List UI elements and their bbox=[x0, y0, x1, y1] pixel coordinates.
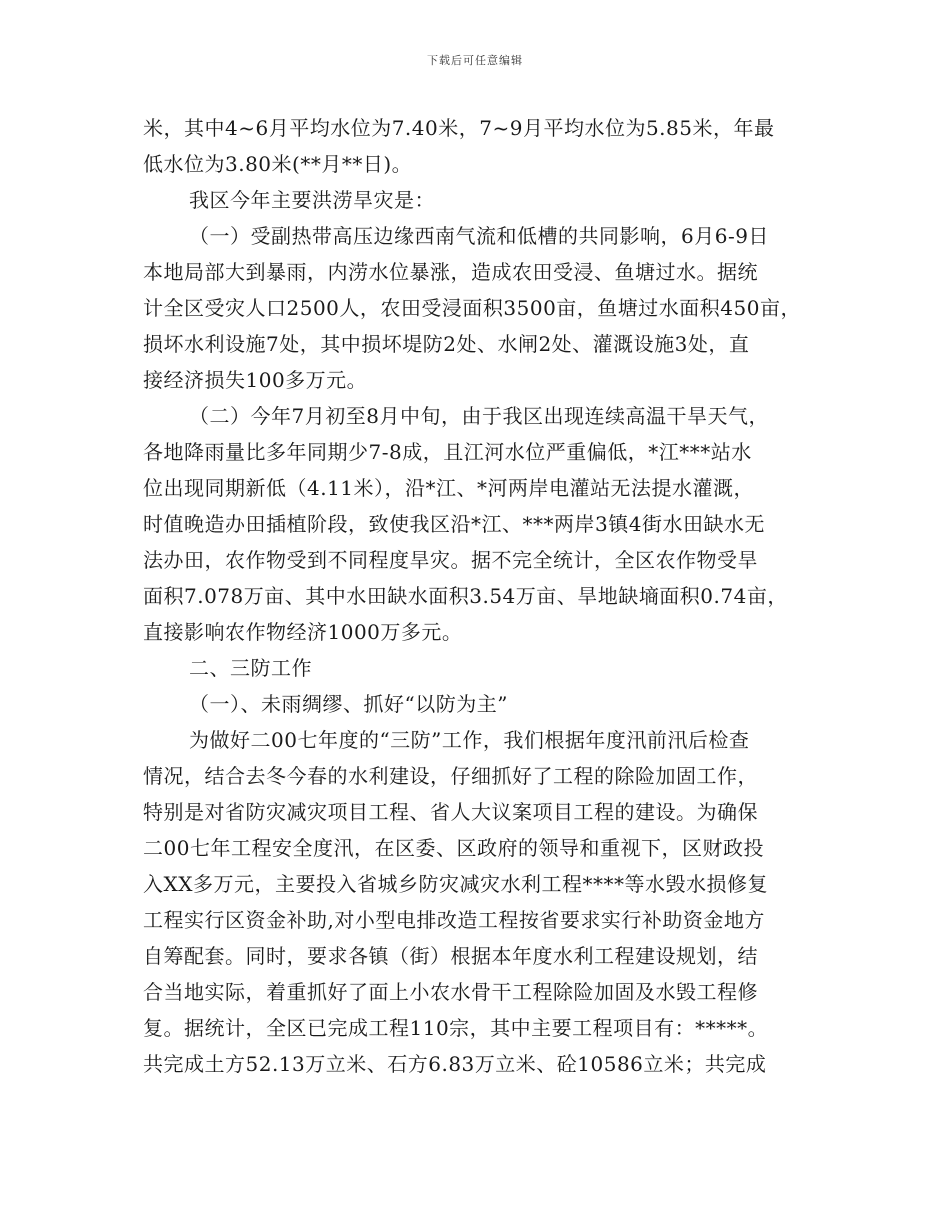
text-line: 入XX多万元，主要投入省城乡防灾减灾水利工程****等水毁水损修复 bbox=[143, 872, 768, 896]
text-line: 特别是对省防灾减灾项目工程、省人大议案项目工程的建设。为确保 bbox=[143, 800, 758, 824]
text-line: 为做好二00七年度的“三防”工作，我们根据年度汛前汛后检查 bbox=[189, 728, 750, 752]
text-line: 米，其中4~6月平均水位为7.40米，7~9月平均水位为5.85米，年最 bbox=[143, 116, 775, 140]
text-line: 复。据统计，全区已完成工程110宗，其中主要工程项目有：*****。 bbox=[143, 1016, 769, 1040]
text-line: （一）受副热带高压边缘西南气流和低槽的共同影响，6月6-9日 bbox=[189, 224, 769, 248]
text-line: 面积7.078万亩、其中水田缺水面积3.54万亩、旱地缺墒面积0.74亩， bbox=[143, 584, 788, 608]
text-line: 低水位为3.80米(**月**日)。 bbox=[143, 152, 413, 176]
text-line: 法办田，农作物受到不同程度旱灾。据不完全统计，全区农作物受旱 bbox=[143, 548, 758, 572]
text-line: 工程实行区资金补助,对小型电排改造工程按省要求实行补助资金地方 bbox=[143, 908, 765, 932]
text-line: 合当地实际，着重抓好了面上小农水骨干工程除险加固及水毁工程修 bbox=[143, 980, 758, 1004]
text-line: （二）今年7月初至8月中旬，由于我区出现连续高温干旱天气， bbox=[189, 404, 769, 428]
text-line: 情况，结合去冬今春的水利建设，仔细抓好了工程的除险加固工作， bbox=[143, 764, 758, 788]
text-line: 二00七年工程安全度汛，在区委、区政府的领导和重视下，区财政投 bbox=[143, 836, 764, 860]
text-line: 共完成土方52.13万立米、石方6.83万立米、砼10586立米；共完成 bbox=[143, 1052, 767, 1076]
text-line: 接经济损失100多万元。 bbox=[143, 368, 368, 392]
subsection-heading: （一）、未雨绸缪、抓好“以防为主” bbox=[189, 692, 508, 716]
text-line: 时值晚造办田插植阶段，致使我区沿*江、***两岸3镇4街水田缺水无 bbox=[143, 512, 765, 536]
page-header-note: 下载后可任意编辑 bbox=[427, 54, 523, 67]
text-line: 损坏水利设施7处，其中损坏堤防2处、水闸2处、灌溉设施3处，直 bbox=[143, 332, 750, 356]
document-body bbox=[0, 110, 950, 1082]
text-line: 各地降雨量比多年同期少7-8成，且江河水位严重偏低，*江***站水 bbox=[143, 440, 752, 464]
text-line: 位出现同期新低（4.11米），沿*江、*河两岸电灌站无法提水灌溉， bbox=[143, 476, 755, 500]
text-line: 自筹配套。同时，要求各镇（街）根据本年度水利工程建设规划，结 bbox=[143, 944, 758, 968]
text-line: 计全区受灾人口2500人，农田受浸面积3500亩，鱼塘过水面积450亩， bbox=[143, 296, 801, 320]
text-line: 本地局部大到暴雨，内涝水位暴涨，造成农田受浸、鱼塘过水。据统 bbox=[143, 260, 758, 284]
section-heading: 二、三防工作 bbox=[189, 656, 312, 680]
text-line: 直接影响农作物经济1000万多元。 bbox=[143, 620, 463, 644]
text-line: 我区今年主要洪涝旱灾是： bbox=[189, 188, 435, 212]
